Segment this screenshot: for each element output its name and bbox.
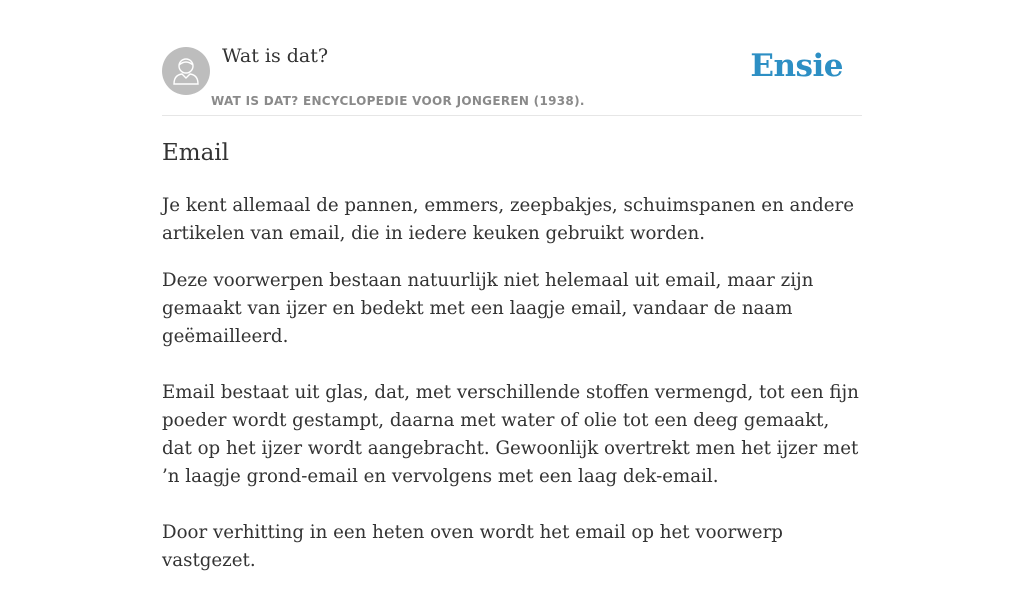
ensie-logo[interactable]: Ensie [750,48,843,84]
paragraph-objects: Deze voorwerpen bestaan natuurlijk niet helemaal uit email, maar zijn gemaakt van ijzer en bedekt met een laagje email, vandaar de naam geëmailleerd. [162,270,814,347]
paragraph-heating: Door verhitting in een heten oven wordt het email op het voorwerp vastgezet. [162,522,783,571]
page-container [162,0,862,571]
article-body [162,192,862,594]
user-avatar-icon[interactable] [162,47,210,95]
paragraph-intro: Je kent allemaal de pannen, emmers, zeepbakjes, schuimspanen en andere artikelen van email, die in iedere keuken gebruikt worden. [162,195,854,244]
article-header [162,0,862,116]
paragraph-composition: Email bestaat uit glas, dat, met verschillende stoffen vermengd, tot een fijn poeder wordt gestampt, daarna met water of olie tot een deeg gemaakt, dat op het ijzer wordt aangebracht. Gewoonlijk overtrekt men het ijzer met ’n laagje grond-email en vervolgens met een laag dek-email. [162,382,859,487]
article-title: Email [162,140,230,166]
source-link[interactable]: WAT IS DAT? ENCYCLOPEDIE VOOR JONGEREN (1938). [211,94,585,108]
author-link[interactable]: Wat is dat? [222,45,329,67]
